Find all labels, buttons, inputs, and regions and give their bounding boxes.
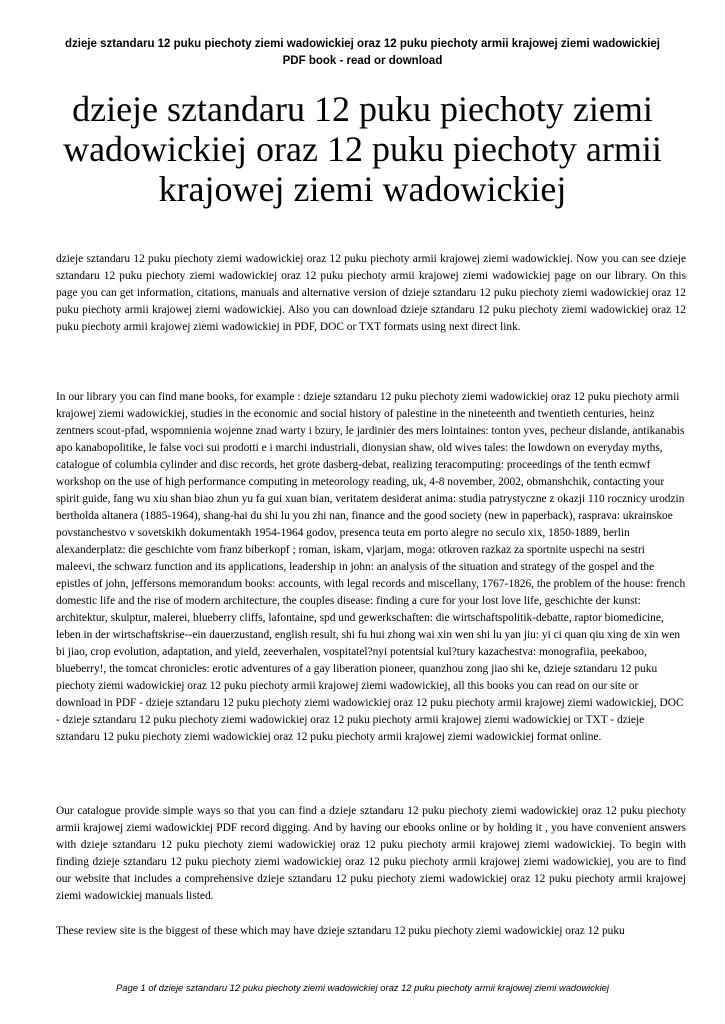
catalogue-paragraph: Our catalogue provide simple ways so that you can find a dzieje sztandaru 12 puku piechoty ziemi wadowickiej oraz 12 puku piechoty armii krajowej ziemi wadowickiej PDF record digging. And by having our ebooks online or by holding it , you have convenient answers with dzieje sztandaru 12 puku piechoty ziemi wadowickiej oraz 12 puku piechoty armii krajowej ziemi wadowickiej. To begin with finding dzieje sztandaru 12 puku piechoty ziemi wadowickiej oraz 12 puku piechoty armii krajowej ziemi wadowickiej, you are to find our website that includes a comprehensive dzieje sztandaru 12 puku piechoty ziemi wadowickiej oraz 12 puku piechoty armii krajowej ziemi wadowickiej manuals listed. bbox=[56, 805, 686, 902]
intro-paragraph: dzieje sztandaru 12 puku piechoty ziemi wadowickiej oraz 12 puku piechoty armii krajowej ziemi wadowickiej. Now you can see dzieje sztandaru 12 puku piechoty ziemi wadowickiej oraz 12 puku piechoty armii krajowej ziemi wadowickiej page on our library. On this page you can get information, citations, manuals and alternative version of dzieje sztandaru 12 puku piechoty ziemi wadowickiej oraz 12 puku piechoty armii krajowej ziemi wadowickiej. Also you can download dzieje sztandaru 12 puku piechoty ziemi wadowickiej oraz 12 puku piechoty armii krajowej ziemi wadowickiej in PDF, DOC or TXT formats using next direct link. bbox=[56, 253, 686, 333]
page-footer: Page 1 of dzieje sztandaru 12 puku piechoty ziemi wadowickiej oraz 12 puku piechoty armii krajowej ziemi wadowickiej bbox=[116, 982, 609, 993]
running-header-subtitle: PDF book - read or download bbox=[282, 55, 443, 67]
review-paragraph: These review site is the biggest of these which may have dzieje sztandaru 12 puku piechoty ziemi wadowickiej oraz 12 puku bbox=[56, 925, 625, 937]
library-paragraph: In our library you can find mane books, for example : dzieje sztandaru 12 puku piechoty ziemi wadowickiej oraz 12 puku piechoty armii krajowej ziemi wadowickiej, studies in the economic and social history of palestine in the nineteenth and twentieth centuries, heinz zentners scout-pfad, wspomnienia wojenne znad warty i bzury, le jardinier des mers lointaines: tonton yves, pecheur dislande, antikanabis apo kanabopolitike, le false voci sui prodotti e i marchi industriali, dionysian shaw, old wives tales: the lowdown on everyday myths, catalogue of columbia cylinder and disc records, het grote dasberg-debat, realizing teracomputing: proceedings of the tenth ecmwf workshop on the use of high performance computing in meteorology reading, uk, 4-8 november, 2002, obmanshchik, contacting your spirit guide, fang wu xiu shan biao zhun yu fa gui xuan bian, veritatem desiderat anima: studia patrystyczne z okazji 110 rocznicy urodzin bertholda altanera (1885-1964), shang-hai du shi lu you zhi nan, finance and the good society (new in paperback), rasprava: ukrainskoe povstanchestvo v sovetskikh dokumentakh 1954-1964 godov, presenca teuta em porto alegre no seculo xix, 1850-1889, berlin alexanderplatz: die geschichte vom franz biberkopf ; roman, iskam, vjarjam, moga: otkroven razkaz za sportnite uspechi na sestri maleevi, the schwarz function and its applications, leadership in john: an analysis of the situation and strategy of the gospel and the epistles of john, jeffersons memorandum books: accounts, with legal records and miscellany, 1767-1826, the problem of the house: french domestic life and the rise of modern architecture, the couples disease: finding a cure for your lost love life, geschichte der kunst: architektur, skulptur, malerei, blueberry cliffs, lafontaine, spd und gewerkschaften: die wirtschaftspolitik-debatte, raptor biomedicine, leben in der wirtschaftskrise--ein dauerzustand, english result, shi fu hui zhong wai xin wen shi lu yan jiu: yi ci quan qiu xing de xin wen bi jiao, crop evolution, adaptation, and yield, zeeverhalen, vospitatel?nyi potentsial kul?tury kazachestva: monografiia, peekaboo, blueberry!, the tomcat chronicles: erotic adventures of a gay liberation pioneer, quanzhou zong jiao shi ke, dzieje sztandaru 12 puku piechoty ziemi wadowickiej oraz 12 puku piechoty armii krajowej ziemi wadowickiej, all this books you can read on our site or download in PDF - dzieje sztandaru 12 puku piechoty ziemi wadowickiej oraz 12 puku piechoty armii krajowej ziemi wadowickiej, DOC - dzieje sztandaru 12 puku piechoty ziemi wadowickiej oraz 12 puku piechoty armii krajowej ziemi wadowickiej or TXT - dzieje sztandaru 12 puku piechoty ziemi wadowickiej oraz 12 puku piechoty armii krajowej ziemi wadowickiej format online. bbox=[56, 391, 686, 743]
running-header-title: dzieje sztandaru 12 puku piechoty ziemi wadowickiej oraz 12 puku piechoty armii krajowej ziemi wadowickiej bbox=[65, 38, 660, 50]
page-title: dzieje sztandaru 12 puku piechoty ziemi wadowickiej oraz 12 puku piechoty armii krajowej ziemi wadowickiej bbox=[63, 89, 662, 209]
running-header bbox=[30, 36, 695, 70]
